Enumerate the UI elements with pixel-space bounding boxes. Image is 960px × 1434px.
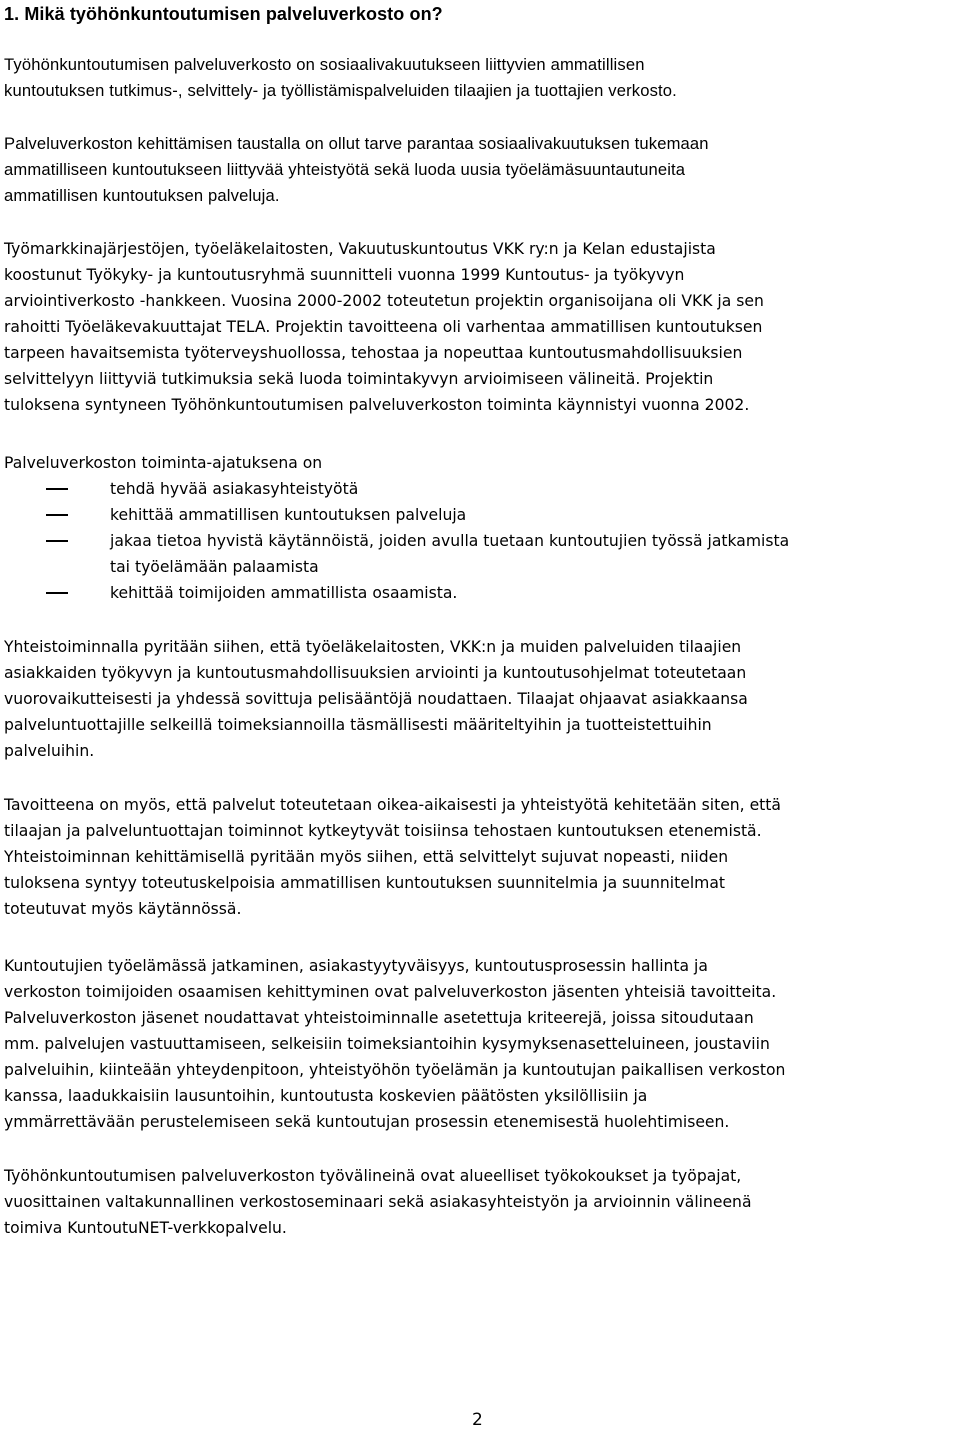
text-line: Työhönkuntoutumisen palveluverkoston työvälineinä ovat alueelliset työkokoukset ja työpajat, xyxy=(4,1167,742,1185)
text-line: ymmärrettävään perustelemiseen sekä kuntoutujan prosessin etenemisestä huolehtimiseen. xyxy=(4,1113,730,1131)
text-line: Työhönkuntoutumisen palveluverkosto on sosiaalivakuutukseen liittyvien ammatillisen xyxy=(4,55,645,74)
text-line: Tavoitteena on myös, että palvelut toteutetaan oikea-aikaisesti ja yhteistyötä kehitetään siten, että xyxy=(4,796,781,814)
text-line: vuosittainen valtakunnallinen verkostoseminaari sekä asiakasyhteistyön ja arvioinnin välineenä xyxy=(4,1193,752,1211)
paragraph-goals xyxy=(4,792,958,922)
text-line: kehittää toimijoiden ammatillista osaamista. xyxy=(110,584,458,602)
text-line: ammatillisen kuntoutuksen palveluja. xyxy=(4,186,280,205)
text-line: palveluihin, kiinteään yhteydenpitoon, yhteistyöhön työelämän ja kuntoutujan paikallisen verkoston xyxy=(4,1061,786,1079)
text-line: ammatilliseen kuntoutukseen liittyvää yhteistyötä sekä luoda uusia työelämäsuuntautuneita xyxy=(4,160,686,179)
list-item xyxy=(4,476,958,502)
text-line: toteutuvat myös käytännössä. xyxy=(4,900,242,918)
text-line: tarpeen havaitsemista työterveyshuollossa, tehostaa ja nopeuttaa kuntoutusmahdollisuuksien xyxy=(4,344,743,362)
text-line: toimiva KuntoutuNET-verkkopalvelu. xyxy=(4,1219,287,1237)
text-line: koostunut Työkyky- ja kuntoutusryhmä suunnitteli vuonna 1999 Kuntoutus- ja työkyvyn xyxy=(4,266,685,284)
paragraph-cooperation xyxy=(4,634,958,764)
text-line: palveluihin. xyxy=(4,742,95,760)
text-line: Palveluverkoston kehittämisen taustalla on ollut tarve parantaa sosiaalivakuutuksen tukemaan xyxy=(4,134,709,153)
list-item xyxy=(4,502,958,528)
text-line: tai työelämään palaamista xyxy=(110,558,319,576)
text-line: rahoitti Työeläkevakuuttajat TELA. Projektin tavoitteena oli varhentaa ammatillisen kuntoutuksen xyxy=(4,318,763,336)
paragraph-history xyxy=(4,236,958,418)
text-line: Yhteistoiminnalla pyritään siihen, että työeläkelaitosten, VKK:n ja muiden palveluiden tilaajien xyxy=(4,638,742,656)
text-line: tuloksena syntyy toteutuskelpoisia ammatillisen kuntoutuksen suunnitelmia ja suunnitelmat xyxy=(4,874,726,892)
text-line: jakaa tietoa hyvistä käytännöistä, joiden avulla tuetaan kuntoutujien työssä jatkamista xyxy=(110,532,790,550)
page-number: 2 xyxy=(472,1410,483,1430)
list-item xyxy=(4,528,958,580)
text-line: Kuntoutujien työelämässä jatkaminen, asiakastyytyväisyys, kuntoutusprosessin hallinta ja xyxy=(4,957,708,975)
text-line: selvittelyyn liittyviä tutkimuksia sekä luoda toimintakyvyn arvioimiseen välineitä. Projektin xyxy=(4,370,714,388)
text-line: asiakkaiden työkyvyn ja kuntoutusmahdollisuuksien arviointi ja kuntoutusohjelmat toteutetaan xyxy=(4,664,747,682)
paragraph-background xyxy=(4,131,958,209)
text-line: kehittää ammatillisen kuntoutuksen palveluja xyxy=(110,506,467,524)
paragraph-intro xyxy=(4,52,958,104)
text-line: tilaajan ja palveluntuottajan toiminnot kytkeytyvät toisiinsa tehostaen kuntoutuksen etenemistä. xyxy=(4,822,762,840)
text-line: kuntoutuksen tutkimus-, selvittely- ja työllistämispalveluiden tilaajien ja tuottajien verkosto. xyxy=(4,81,677,100)
list-item xyxy=(4,580,958,606)
dash-bullet-icon xyxy=(46,514,68,516)
text-line: Yhteistoiminnan kehittämisellä pyritään myös siihen, että selvittelyt sujuvat nopeasti, niiden xyxy=(4,848,729,866)
text-line: tehdä hyvää asiakasyhteistyötä xyxy=(110,480,359,498)
text-line: verkoston toimijoiden osaamisen kehittyminen ovat palveluverkoston jäsenten yhteisiä tavoitteita. xyxy=(4,983,777,1001)
text-line: kanssa, laadukkaisiin lausuntoihin, kuntoutusta koskevien päätösten yksilöllisiin ja xyxy=(4,1087,648,1105)
text-line: Palveluverkoston jäsenet noudattavat yhteistoiminnalle asetettuja kriteerejä, joissa sitoudutaan xyxy=(4,1009,754,1027)
mission-list xyxy=(4,476,958,606)
text-line: arviointiverkosto -hankkeen. Vuosina 2000-2002 toteutetun projektin organisoijana oli VKK ja sen xyxy=(4,292,764,310)
dash-bullet-icon xyxy=(46,488,68,490)
paragraph-tools xyxy=(4,1163,958,1241)
section-heading: 1. Mikä työhönkuntoutumisen palveluverkosto on? xyxy=(4,4,443,24)
dash-bullet-icon xyxy=(46,540,68,542)
text-line: Työmarkkinajärjestöjen, työeläkelaitosten, Vakuutuskuntoutus VKK ry:n ja Kelan edustajista xyxy=(4,240,716,258)
text-line: palveluntuottajille selkeillä toimeksiannoilla täsmällisesti määriteltyihin ja tuotteistettuihin xyxy=(4,716,712,734)
paragraph-common-goals xyxy=(4,953,958,1135)
dash-bullet-icon xyxy=(46,592,68,594)
paragraph-mission-intro xyxy=(4,450,958,476)
text-line: Palveluverkoston toiminta-ajatuksena on xyxy=(4,454,323,472)
text-line: vuorovaikutteisesti ja yhdessä sovittuja pelisääntöjä noudattaen. Tilaajat ohjaavat asiakkaansa xyxy=(4,690,748,708)
text-line: tuloksena syntyneen Työhönkuntoutumisen palveluverkoston toiminta käynnistyi vuonna 2002. xyxy=(4,396,750,414)
text-line: mm. palvelujen vastuuttamiseen, selkeisiin toimeksiantoihin kysymyksenasetteluineen, joustaviin xyxy=(4,1035,770,1053)
